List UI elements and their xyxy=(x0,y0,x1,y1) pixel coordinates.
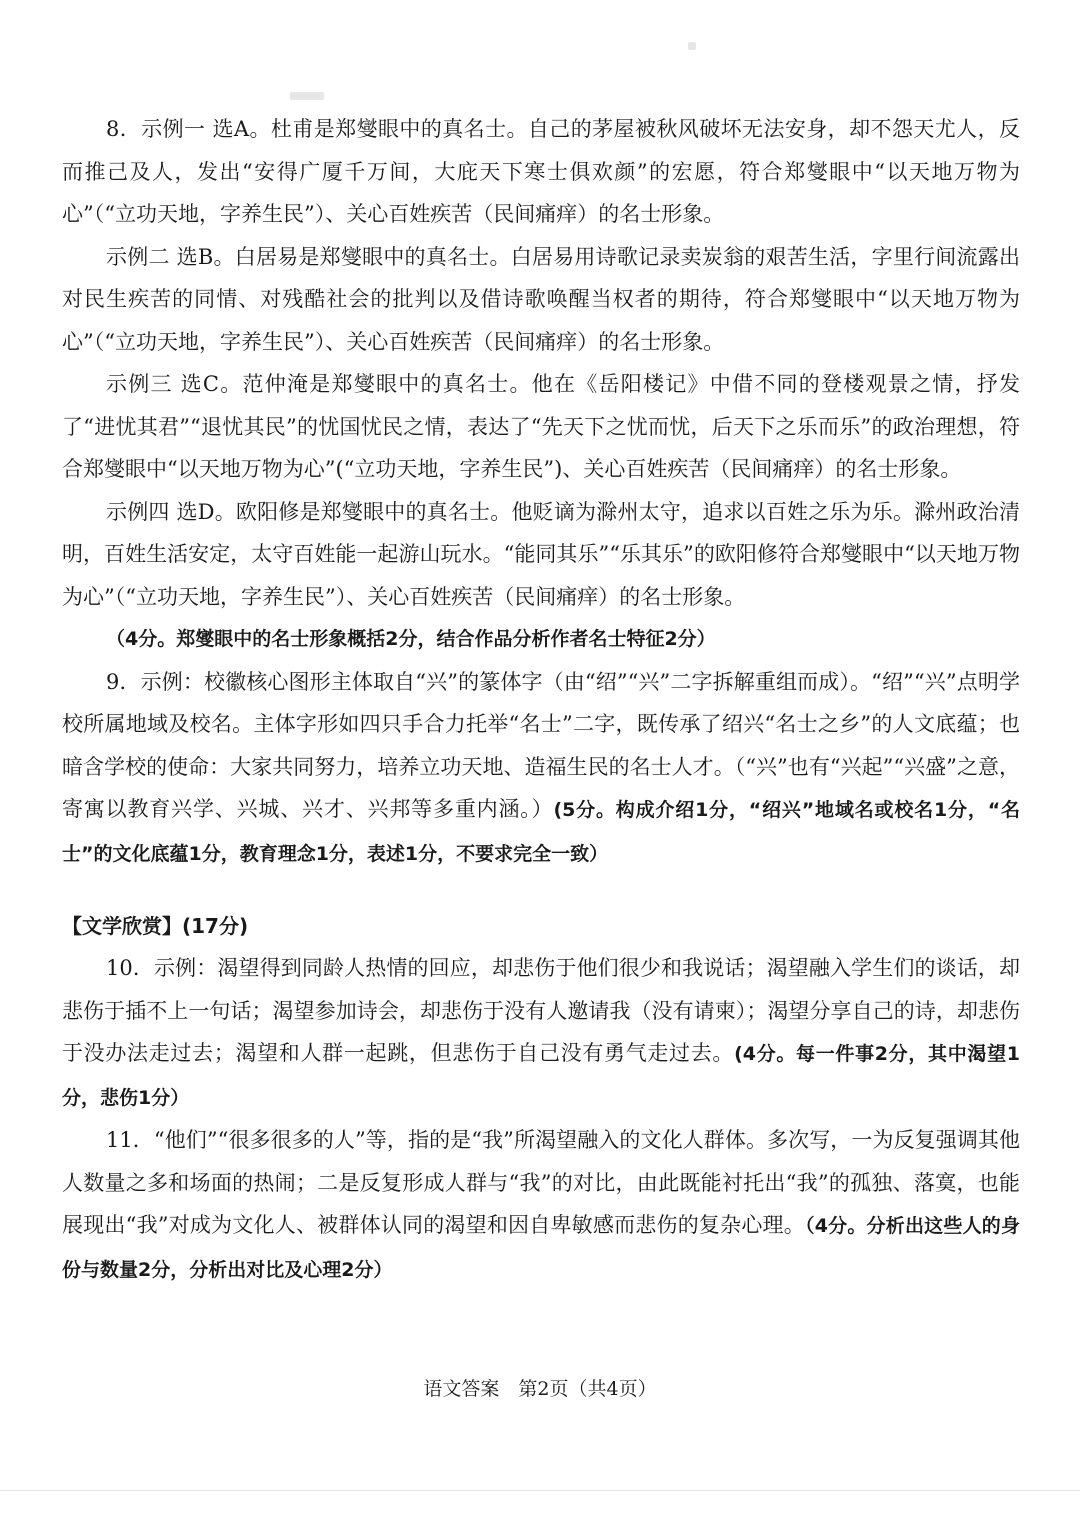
page-footer: 语文答案 第2页（共4页） xyxy=(423,1378,657,1400)
q9-answer-text: 9．示例：校徽核心图形主体取自“兴”的篆体字（由“绍”“兴”二字拆解重组而成）。“绍”“兴”点明学校所属地域及校名。主体字形如四只手合力托举“名士”二字，既传承了绍兴“名士之乡”的人文底蕴；也暗含学校的使命：大家共同努力，培养立功天地、造福生民的名士人才。（“兴”也有“兴起”“兴盛”之意，寄寓以教育兴学、兴城、兴才、兴邦等多重内涵。） xyxy=(62,669,1020,821)
answer-content xyxy=(62,108,1020,1291)
page-edge-line xyxy=(0,1490,1080,1491)
q8-example-3: 示例三 选C。范仲淹是郑燮眼中的真名士。他在《岳阳楼记》中借不同的登楼观景之情，抒发了“进忧其君”“退忧其民”的忧国忧民之情，表达了“先天下之忧而忧，后天下之乐而乐”的政治理想，符合郑燮眼中“以天地万物为心”(“立功天地，字养生民”)、关心百姓疾苦（民间痛痒）的名士形象。 xyxy=(62,372,1020,481)
q10-answer-text: 10．示例：渴望得到同龄人热情的回应，却悲伤于他们很少和我说话；渴望融入学生们的谈话，却悲伤于插不上一句话；渴望参加诗会，却悲伤于没有人邀请我（没有请柬）；渴望分享自己的诗，却悲伤于没办法走过去；渴望和人群一起跳，但悲伤于自己没有勇气走过去。 xyxy=(62,956,1020,1065)
q8-example-4: 示例四 选D。欧阳修是郑燮眼中的真名士。他贬谪为滁州太守，追求以百姓之乐为乐。滁州政治清明，百姓生活安定，太守百姓能一起游山玩水。“能同其乐”“乐其乐”的欧阳修符合郑燮眼中“以天地万物为心”（“立功天地，字养生民”）、关心百姓疾苦（民间痛痒）的名士形象。 xyxy=(62,499,1020,609)
q11-scoring-note: （4分。分析出这些人的身份与数量2分，分析出对比及心理2分） xyxy=(62,1215,1020,1281)
q11-answer xyxy=(62,1119,1020,1291)
q10-answer xyxy=(62,947,1020,1119)
q10-scoring-note: (4分。每一件事2分，其中渴望1分，悲伤1分） xyxy=(62,1043,1020,1109)
scan-smudge xyxy=(688,42,696,50)
q8-example-1: 8．示例一 选A。杜甫是郑燮眼中的真名士。自己的茅屋被秋风破坏无法安身，却不怨天尤人，反而推己及人，发出“安得广厦千万间，大庇天下寒士俱欢颜”的宏愿，符合郑燮眼中“以天地万物为心”（“立功天地，字养生民”）、关心百姓疾苦（民间痛痒）的名士形象。 xyxy=(62,117,1020,226)
q9-scoring-note: (5分。构成介绍1分，“绍兴”地域名或校名1分，“名士”的文化底蕴1分，教育理念1分，表述1分，不要求完全一致） xyxy=(62,799,1021,865)
section-title: 【文学欣赏】(17分) xyxy=(62,914,249,938)
q8-scoring-note: （4分。郑燮眼中的名士形象概括2分，结合作品分析作者名士特征2分） xyxy=(106,628,716,650)
section-spacer xyxy=(62,875,1020,905)
q9-answer xyxy=(62,661,1020,876)
q8-example-2: 示例二 选B。白居易是郑燮眼中的真名士。白居易用诗歌记录卖炭翁的艰苦生活，字里行间流露出对民生疾苦的同情、对残酷社会的批判以及借诗歌唤醒当权者的期待，符合郑燮眼中“以天地万物为心”（“立功天地，字养生民”）、关心百姓疾苦（民间痛痒）的名士形象。 xyxy=(62,244,1020,354)
q11-answer-text: 11．“他们”“很多很多的人”等，指的是“我”所渴望融入的文化人群体。多次写，一为反复强调其他人数量之多和场面的热闹；二是反复形成人群与“我”的对比，由此既能衬托出“我”的孤独、落寞，也能展现出“我”对成为文化人、被群体认同的渴望和因自卑敏感而悲伤的复杂心理。 xyxy=(62,1128,1020,1237)
scan-smudge xyxy=(290,92,324,100)
